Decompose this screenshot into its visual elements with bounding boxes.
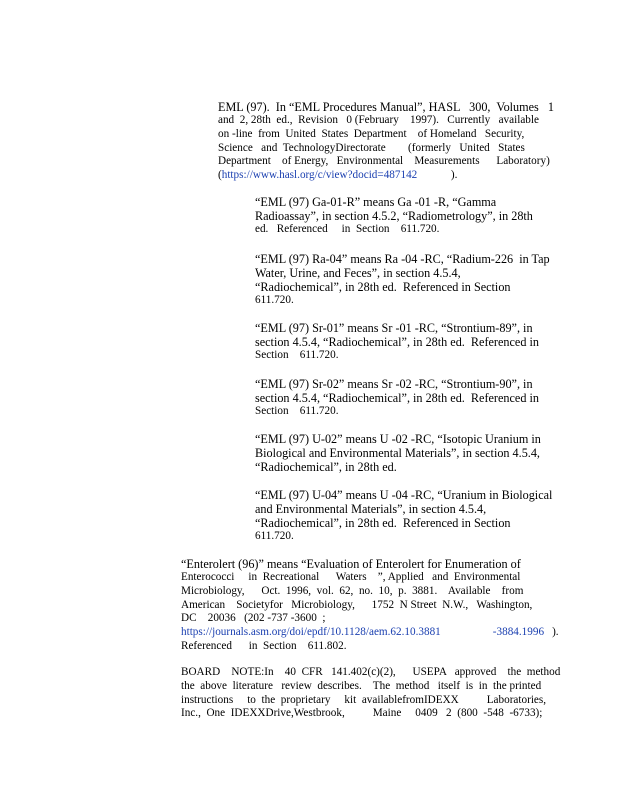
eml97-link-close: ). — [417, 169, 458, 182]
subentry-line: Section 611.720. — [255, 349, 339, 361]
subentry-line: “EML (97) U-02” means U -02 -RC, “Isotopic Uranium in — [255, 432, 541, 446]
subentry-line: section 4.5.4, “Radiochemical”, in 28th ed. Referenced in — [255, 335, 539, 349]
board-note-line: instructions to the proprietary kit availablefromIDEXX Laboratories, — [181, 693, 547, 706]
subentry-u02 — [255, 432, 545, 474]
subentry-ra04 — [255, 252, 550, 308]
subentry-ga01 — [255, 195, 545, 237]
enterolert-link-tail[interactable]: -3884.1996 — [492, 626, 545, 639]
eml97-line-5: Department of Energy, Environmental Measurements Laboratory) — [218, 155, 550, 168]
board-note-line: Inc., One IDEXXDrive,Westbrook, Maine 0409 2 (800 -548 -6733); — [181, 707, 543, 720]
enterolert-line-4: American Societyfor Microbiology, 1752 N Street N.W., Washington, — [181, 598, 533, 611]
eml97-line-1: EML (97). In “EML Procedures Manual”, HASL 300, Volumes 1 — [218, 100, 555, 114]
enterolert-line-3: Microbiology, Oct. 1996, vol. 62, no. 10, p. 3881. Available from — [181, 584, 524, 597]
subentry-line: section 4.5.4, “Radiochemical”, in 28th ed. Referenced in — [255, 391, 539, 405]
subentry-line: “EML (97) Sr-02” means Sr -02 -RC, “Strontium-90”, in — [255, 377, 533, 391]
subentry-line: 611.720. — [255, 294, 294, 306]
subentry-line: “Radiochemical”, in 28th ed. Referenced in Section — [255, 280, 511, 294]
enterolert-entry — [181, 557, 559, 654]
enterolert-link-line — [181, 626, 559, 640]
enterolert-line-1: “Enterolert (96)” means “Evaluation of Enterolert for Enumeration of — [181, 557, 521, 571]
subentry-line: Radioassay”, in section 4.5.2, “Radiometrology”, in 28th — [255, 209, 533, 223]
subentry-sr02 — [255, 377, 545, 419]
eml97-line-4: Science and TechnologyDirectorate (formerly United States — [218, 141, 525, 154]
subentry-line: Water, Urine, and Feces”, in section 4.5.4, — [255, 266, 461, 280]
subentry-line: “EML (97) Sr-01” means Sr -01 -RC, “Strontium-89”, in — [255, 321, 533, 335]
enterolert-link-close: ). — [552, 626, 559, 639]
eml97-link-line — [218, 169, 540, 183]
board-note-line: BOARD NOTE:In 40 CFR 141.402(c)(2), USEPA approved the method — [181, 666, 561, 678]
enterolert-line-2: Enterococci in Recreational Waters ”, Applied and Environmental — [181, 571, 521, 583]
enterolert-link[interactable]: https://journals.asm.org/doi/epdf/10.1128/aem.62.10.3881 — [181, 626, 441, 639]
eml97-link[interactable]: https://www.hasl.org/c/view?docid=487142 — [221, 169, 418, 182]
subentry-line: “EML (97) U-04” means U -04 -RC, “Uranium in Biological — [255, 488, 553, 502]
subentry-line: “Radiochemical”, in 28th ed. Referenced in Section — [255, 516, 511, 530]
subentry-line: Biological and Environmental Materials”, in section 4.5.4, — [255, 446, 540, 460]
subentry-line: and Environmental Materials”, in section 4.5.4, — [255, 502, 487, 516]
subentry-line: 611.720. — [255, 530, 294, 542]
enterolert-line-5: DC 20036 (202 -737 -3600 ; — [181, 612, 326, 625]
eml97-line-2: and 2, 28th ed., Revision 0 (February 1997). Currently available — [218, 114, 539, 126]
board-note-line: the above literature review describes. The method itself is in the printed — [181, 679, 542, 692]
subentry-sr01 — [255, 321, 545, 363]
eml97-line-3: on -line from United States Department of Homeland Security, — [218, 127, 525, 140]
enterolert-ref-line: Referenced in Section 611.802. — [181, 639, 347, 652]
subentry-line: “Radiochemical”, in 28th ed. — [255, 460, 397, 474]
subentry-line: “EML (97) Ga-01-R” means Ga -01 -R, “Gamma — [255, 195, 497, 209]
board-note — [181, 666, 561, 721]
subentry-line: ed. Referenced in Section 611.720. — [255, 223, 440, 235]
eml97-link-open: ( — [218, 169, 222, 182]
subentry-u04 — [255, 488, 553, 544]
subentry-line: Section 611.720. — [255, 405, 339, 417]
subentry-line: “EML (97) Ra-04” means Ra -04 -RC, “Radium-226 in Tap — [255, 252, 550, 266]
eml97-entry — [218, 100, 555, 183]
